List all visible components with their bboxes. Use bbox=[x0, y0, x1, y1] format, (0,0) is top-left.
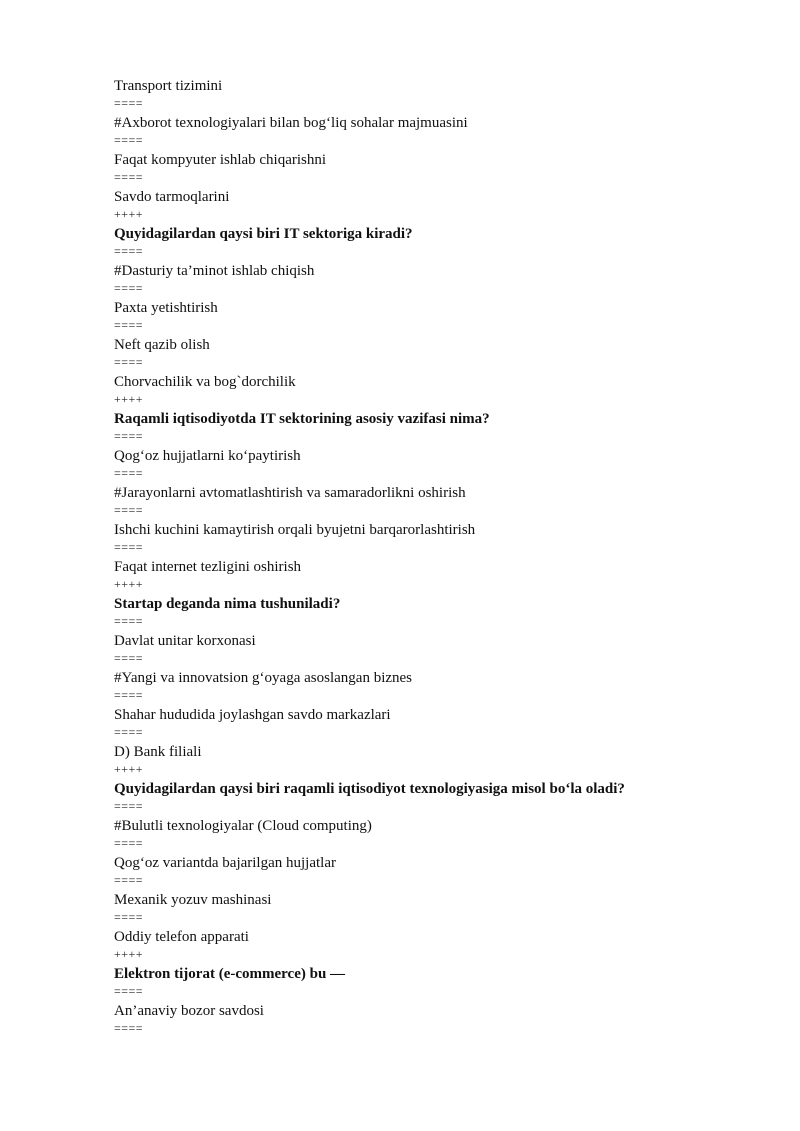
answer-option: Faqat internet tezligini oshirish bbox=[114, 559, 302, 575]
option-separator: ==== bbox=[114, 429, 144, 443]
option-separator: ==== bbox=[114, 244, 144, 258]
answer-option: #Jarayonlarni avtomatlashtirish va samaradorlikni oshirish bbox=[114, 485, 466, 501]
option-separator: ==== bbox=[114, 984, 144, 998]
answer-option: Qog‘oz hujjatlarni ko‘paytirish bbox=[114, 448, 301, 464]
question-separator: ++++ bbox=[114, 392, 144, 406]
answer-option: #Dasturiy ta’minot ishlab chiqish bbox=[114, 263, 315, 279]
option-separator: ==== bbox=[114, 614, 144, 628]
option-separator: ==== bbox=[114, 725, 144, 739]
question-text: Raqamli iqtisodiyotda IT sektorining asosiy vazifasi nima? bbox=[114, 411, 490, 427]
option-separator: ==== bbox=[114, 466, 144, 480]
option-separator: ==== bbox=[114, 281, 144, 295]
answer-option: Oddiy telefon apparati bbox=[114, 929, 249, 945]
document-page bbox=[114, 74, 754, 1036]
answer-option: Neft qazib olish bbox=[114, 337, 210, 353]
question-text: Elektron tijorat (e-commerce) bu — bbox=[114, 966, 346, 982]
answer-option: An’anaviy bozor savdosi bbox=[114, 1003, 264, 1019]
answer-option: Chorvachilik va bog`dorchilik bbox=[114, 374, 296, 390]
option-separator: ==== bbox=[114, 688, 144, 702]
question-separator: ++++ bbox=[114, 947, 144, 961]
option-separator: ==== bbox=[114, 873, 144, 887]
option-separator: ==== bbox=[114, 170, 144, 184]
option-separator: ==== bbox=[114, 651, 144, 665]
answer-option: #Axborot texnologiyalari bilan bog‘liq sohalar majmuasini bbox=[114, 115, 468, 131]
option-separator: ==== bbox=[114, 133, 144, 147]
answer-option: D) Bank filiali bbox=[114, 744, 202, 760]
answer-option: Paxta yetishtirish bbox=[114, 300, 218, 316]
question-text: Quyidagilardan qaysi biri raqamli iqtisodiyot texnologiyasiga misol bo‘la oladi? bbox=[114, 781, 625, 797]
option-separator: ==== bbox=[114, 910, 144, 924]
answer-option: Savdo tarmoqlarini bbox=[114, 189, 230, 205]
answer-option: Mexanik yozuv mashinasi bbox=[114, 892, 272, 908]
answer-option: Shahar hududida joylashgan savdo markazlari bbox=[114, 707, 391, 723]
answer-option: Faqat kompyuter ishlab chiqarishni bbox=[114, 152, 327, 168]
answer-option: Ishchi kuchini kamaytirish orqali byujetni barqarorlashtirish bbox=[114, 522, 476, 538]
option-separator: ==== bbox=[114, 355, 144, 369]
option-separator: ==== bbox=[114, 540, 144, 554]
answer-option: Transport tizimini bbox=[114, 78, 223, 94]
question-text: Startap deganda nima tushuniladi? bbox=[114, 596, 341, 612]
question-separator: ++++ bbox=[114, 207, 144, 221]
question-separator: ++++ bbox=[114, 762, 144, 776]
option-separator: ==== bbox=[114, 503, 144, 517]
option-separator: ==== bbox=[114, 799, 144, 813]
option-separator: ==== bbox=[114, 836, 144, 850]
option-separator: ==== bbox=[114, 96, 144, 110]
option-separator: ==== bbox=[114, 1021, 144, 1035]
answer-option: Qog‘oz variantda bajarilgan hujjatlar bbox=[114, 855, 336, 871]
answer-option: #Yangi va innovatsion g‘oyaga asoslangan biznes bbox=[114, 670, 413, 686]
answer-option: #Bulutli texnologiyalar (Cloud computing) bbox=[114, 818, 372, 834]
answer-option: Davlat unitar korxonasi bbox=[114, 633, 256, 649]
question-separator: ++++ bbox=[114, 577, 144, 591]
question-text: Quyidagilardan qaysi biri IT sektoriga kiradi? bbox=[114, 226, 413, 242]
option-separator: ==== bbox=[114, 318, 144, 332]
